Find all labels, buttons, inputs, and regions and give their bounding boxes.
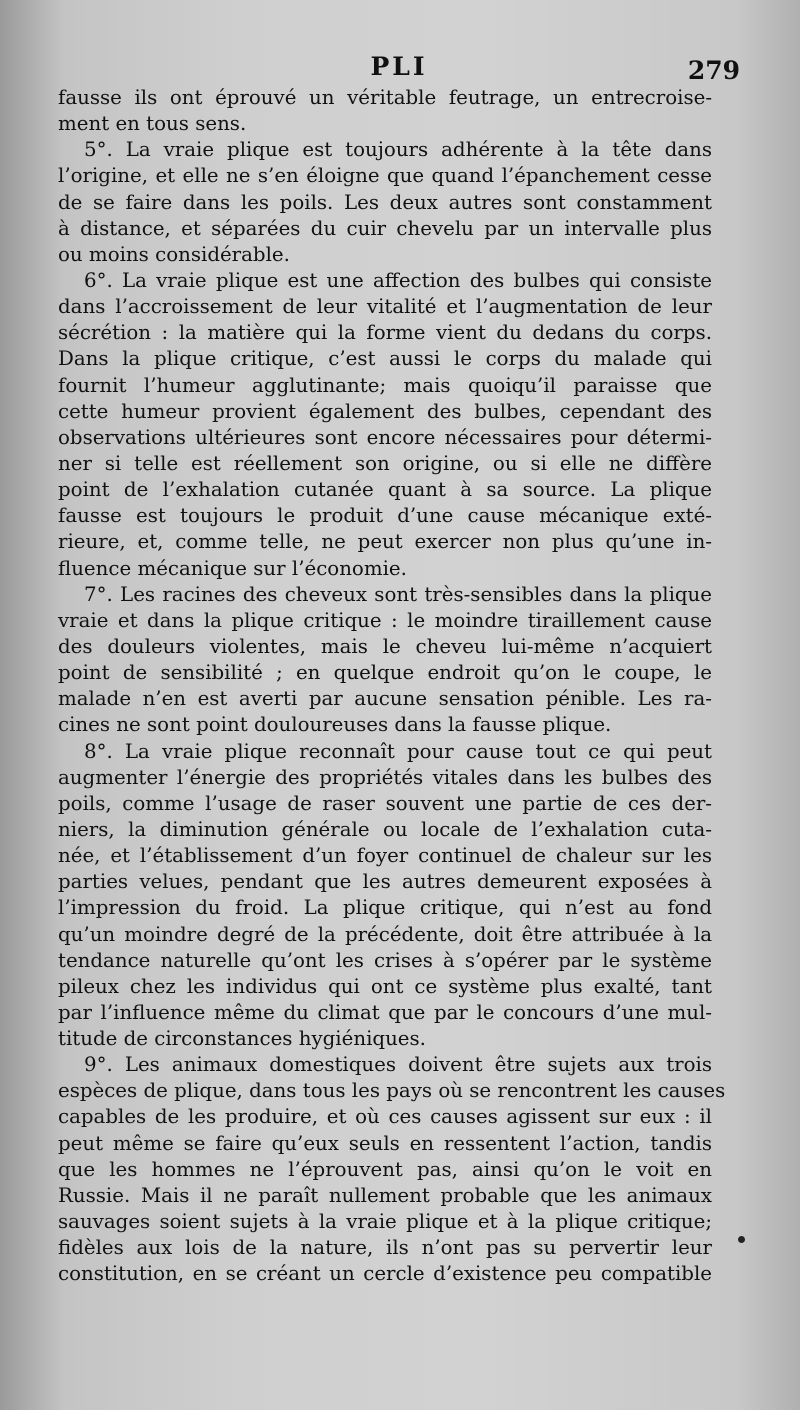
text-line: des douleurs violentes, mais le cheveu lui-même n’acquiert	[58, 634, 712, 658]
text-line: l’origine, et elle ne s’en éloigne que quand l’épanchement cesse	[58, 164, 712, 188]
text-line: Russie. Mais il ne paraît nullement probable que les animaux	[58, 1183, 712, 1207]
text-line: malade n’en est averti par aucune sensation pénible. Les ra-	[58, 687, 712, 711]
page-number: 279	[687, 56, 740, 85]
text-line: fausse ils ont éprouvé un véritable feutrage, un entrecroise-	[58, 86, 712, 109]
text-line: peut même se faire qu’eux seuls en ressentent l’action, tandis	[58, 1131, 712, 1155]
text-line: 5°. La vraie plique est toujours adhérente à la tête dans	[84, 138, 712, 162]
text-line: constitution, en se créant un cercle d’existence peu compatible	[58, 1262, 712, 1286]
text-line: augmenter l’énergie des propriétés vitales dans les bulbes des	[58, 765, 712, 789]
text-line: qu’un moindre degré de la précédente, doit être attribuée à la	[58, 922, 712, 946]
text-line: de se faire dans les poils. Les deux autres sont constamment	[58, 190, 712, 214]
text-line: Dans la plique critique, c’est aussi le corps du malade qui	[58, 347, 712, 371]
text-line: vraie et dans la plique critique : le moindre tiraillement cause	[58, 608, 712, 632]
text-line: fournit l’humeur agglutinante; mais quoiqu’il paraisse que	[58, 373, 712, 397]
text-line: fluence mécanique sur l’économie.	[58, 556, 407, 580]
text-line: ment en tous sens.	[58, 112, 247, 136]
text-line: par l’influence même du climat que par le concours d’une mul-	[58, 1000, 712, 1024]
text-line: cines ne sont point douloureuses dans la fausse plique.	[58, 713, 612, 737]
text-line: titude de circonstances hygiéniques.	[58, 1027, 426, 1051]
text-line: espèces de plique, dans tous les pays où se rencontrent les causes	[58, 1079, 726, 1103]
text-line: sécrétion : la matière qui la forme vient du dedans du corps.	[58, 321, 712, 345]
text-line: fidèles aux lois de la nature, ils n’ont pas su pervertir leur	[58, 1236, 712, 1260]
text-line: née, et l’établissement d’un foyer continuel de chaleur sur les	[58, 844, 712, 868]
text-line: capables de les produire, et où ces causes agissent sur eux : il	[58, 1105, 712, 1129]
text-line: ou moins considérable.	[58, 242, 290, 266]
text-line: fausse est toujours le produit d’une cause mécanique exté-	[58, 504, 712, 528]
text-line: sauvages soient sujets à la vraie plique et à la plique critique;	[58, 1210, 712, 1234]
text-line: dans l’accroissement de leur vitalité et l’augmentation de leur	[58, 295, 712, 319]
ink-speck	[738, 1236, 745, 1243]
text-line: poils, comme l’usage de raser souvent une partie de ces der-	[58, 791, 712, 815]
text-line: parties velues, pendant que les autres demeurent exposées à	[58, 870, 712, 894]
body-text	[58, 85, 726, 1287]
text-line: 7°. Les racines des cheveux sont très-sensibles dans la plique	[84, 582, 712, 606]
text-line: cette humeur provient également des bulbes, cependant des	[58, 399, 712, 423]
text-line: que les hommes ne l’éprouvent pas, ainsi qu’on le voit en	[58, 1157, 712, 1181]
text-line: l’impression du froid. La plique critique, qui n’est au fond	[58, 896, 712, 920]
text-line: pileux chez les individus qui ont ce système plus exalté, tant	[58, 974, 712, 998]
text-line: 6°. La vraie plique est une affection des bulbes qui consiste	[84, 268, 712, 292]
text-line: rieure, et, comme telle, ne peut exercer non plus qu’une in-	[58, 530, 712, 554]
text-line: point de sensibilité ; en quelque endroit qu’on le coupe, le	[58, 661, 712, 685]
text-line: tendance naturelle qu’ont les crises à s’opérer par le système	[58, 948, 712, 972]
text-line: 8°. La vraie plique reconnaît pour cause tout ce qui peut	[84, 739, 712, 763]
text-line: 9°. Les animaux domestiques doivent être sujets aux trois	[84, 1053, 712, 1077]
text-line: niers, la diminution générale ou locale de l’exhalation cuta-	[58, 817, 712, 841]
text-line: ner si telle est réellement son origine, ou si elle ne diffère	[58, 451, 712, 475]
running-head-title: PLI	[370, 52, 428, 81]
text-line: observations ultérieures sont encore nécessaires pour détermi-	[58, 425, 712, 449]
text-line: à distance, et séparées du cuir chevelu par un intervalle plus	[58, 216, 712, 240]
text-line: point de l’exhalation cutanée quant à sa source. La plique	[58, 478, 712, 502]
